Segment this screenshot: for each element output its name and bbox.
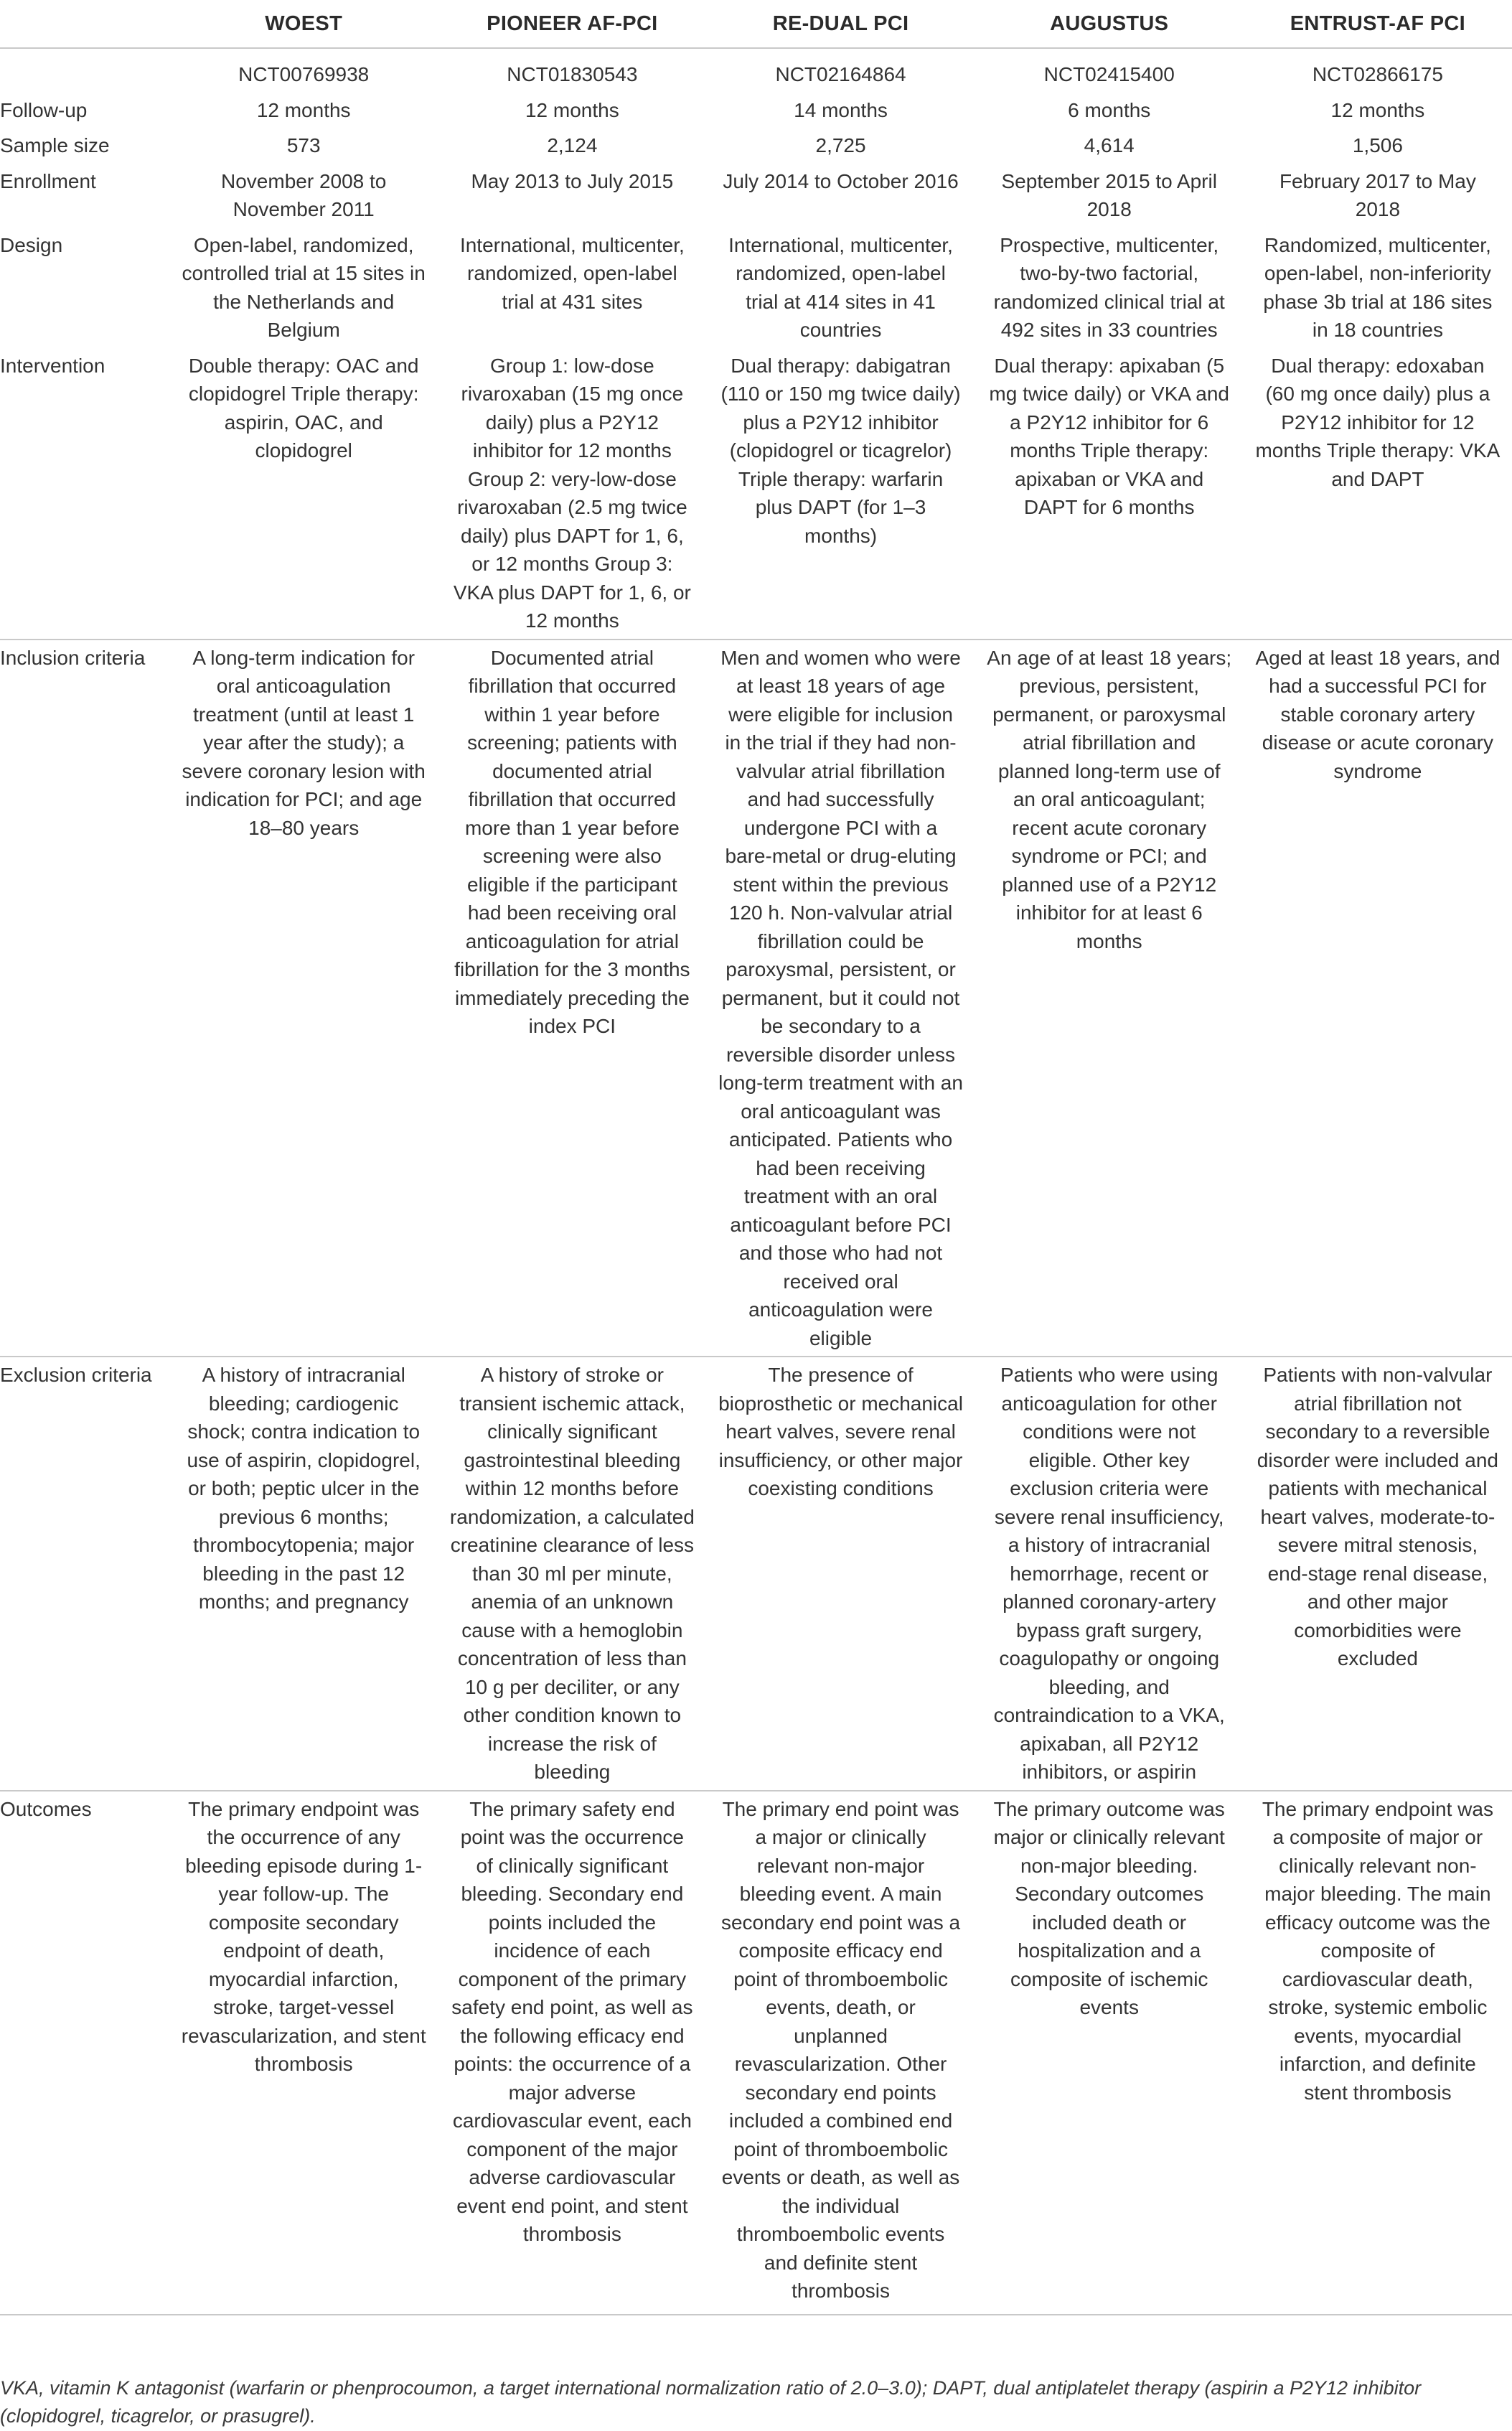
table-cell: Prospective, multicenter, two-by-two factorial, randomized clinical trial at 492 sites in 33 countries bbox=[993, 233, 1225, 341]
table-cell: Patients with non-valvular atrial fibrillation not secondary to a reversible disorder were included and patients with mechanical heart valves, moderate-to-severe mitral stenosis, end-stage renal disease, and other major comorbidities were excluded bbox=[1244, 1357, 1512, 1791]
table-cell: NCT02415400 bbox=[1043, 63, 1175, 85]
header-pioneer-af-pci: PIONEER AF-PCI bbox=[438, 0, 706, 48]
table-cell: 12 months bbox=[525, 98, 619, 121]
row-design bbox=[0, 228, 1512, 348]
table-cell: Double therapy: OAC and clopidogrel Triple therapy: aspirin, OAC, and clopidogrel bbox=[188, 354, 419, 462]
row-label: Intervention bbox=[0, 354, 105, 377]
row-label: Design bbox=[0, 233, 63, 256]
row-label: Exclusion criteria bbox=[0, 1357, 169, 1791]
table-cell: 1,506 bbox=[1352, 134, 1403, 156]
table-cell: Documented atrial fibrillation that occurred within 1 year before screening; patients with documented atrial fibrillation that occurred more than 1 year before screening were also eligible if the participant had been receiving oral anticoagulation for atrial fibrillation for the 3 months immediately preceding the index PCI bbox=[438, 640, 706, 1357]
table-cell: The primary outcome was major or clinically relevant non-major bleeding. Secondary outcomes included death or hospitalization and a composite of ischemic events bbox=[975, 1791, 1244, 2315]
table-cell: February 2017 to May 2018 bbox=[1279, 169, 1476, 220]
row-exclusion-criteria bbox=[0, 1357, 1512, 1791]
table-body bbox=[0, 48, 1512, 2315]
table-cell: Men and women who were at least 18 years of age were eligible for inclusion in the trial if they had non-valvular atrial fibrillation and had successfully undergone PCI with a bare-metal or drug-eluting stent within the previous 120 h. Non-valvular atrial fibrillation could be paroxysmal, persistent, or permanent, but it could not be secondary to a reversible disorder unless long-term treatment with an oral anticoagulant was anticipated. Patients who had been receiving treatment with an oral anticoagulant before PCI and those who had not received oral anticoagulation were eligible bbox=[706, 640, 975, 1357]
row-inclusion-criteria bbox=[0, 640, 1512, 1357]
row-follow-up bbox=[0, 93, 1512, 128]
row-label: Inclusion criteria bbox=[0, 640, 169, 1357]
table-cell: 2,725 bbox=[815, 134, 866, 156]
row-outcomes bbox=[0, 1791, 1512, 2315]
table-cell: 14 months bbox=[794, 98, 888, 121]
row-intervention bbox=[0, 348, 1512, 640]
table-cell: A history of stroke or transient ischemic attack, clinically significant gastrointestinal bleeding within 12 months before randomization, a calculated creatinine clearance of less than 30 ml per minute, anemia of an unknown cause with a hemoglobin concentration of less than 10 g per deciliter, or any other condition known to increase the risk of bleeding bbox=[438, 1357, 706, 1791]
table-cell: International, multicenter, randomized, open-label trial at 431 sites bbox=[459, 233, 685, 313]
table-cell: 2,124 bbox=[547, 134, 598, 156]
table-cell: 4,614 bbox=[1084, 134, 1135, 156]
table-cell: 12 months bbox=[256, 98, 351, 121]
table-cell: A long-term indication for oral anticoagulation treatment (until at least 1 year after the study); a severe coronary lesion with indication for PCI; and age 18–80 years bbox=[169, 640, 438, 1357]
table-cell: NCT00769938 bbox=[238, 63, 370, 85]
table-cell: 6 months bbox=[1068, 98, 1151, 121]
table-cell: Aged at least 18 years, and had a successful PCI for stable coronary artery disease or acute coronary syndrome bbox=[1244, 640, 1512, 1357]
header-row bbox=[0, 0, 1512, 48]
header-label-column bbox=[0, 0, 169, 48]
row-label: Follow-up bbox=[0, 98, 88, 121]
table-cell: Open-label, randomized, controlled trial at 15 sites in the Netherlands and Belgium bbox=[182, 233, 426, 341]
table-cell: An age of at least 18 years; previous, persistent, permanent, or paroxysmal atrial fibrillation and planned long-term use of an oral anticoagulant; recent acute coronary syndrome or PCI; and planned use of a P2Y12 inhibitor for at least 6 months bbox=[975, 640, 1244, 1357]
table-cell: 12 months bbox=[1330, 98, 1425, 121]
table-header bbox=[0, 0, 1512, 48]
table-cell: The primary safety end point was the occurrence of clinically significant bleeding. Secondary end points included the incidence of each component of the primary safety end point, as well as the following efficacy end points: the occurrence of a major adverse cardiovascular event, each component of the major adverse cardiovascular event end point, and stent thrombosis bbox=[438, 1791, 706, 2315]
table-cell: The primary end point was a major or clinically relevant non-major bleeding event. A main secondary end point was a composite efficacy end point of thromboembolic events, death, or unplanned revascularization. Other secondary end points included a combined end point of thromboembolic events or death, as well as the individual thromboembolic events and definite stent thrombosis bbox=[706, 1791, 975, 2315]
row-label: Outcomes bbox=[0, 1791, 169, 2315]
header-re-dual-pci: RE-DUAL PCI bbox=[706, 0, 975, 48]
table-cell: NCT02164864 bbox=[775, 63, 906, 85]
table-cell: The primary endpoint was the occurrence of any bleeding episode during 1-year follow-up. The composite secondary endpoint of death, myocardial infarction, stroke, target-vessel revascularization, and stent thrombosis bbox=[169, 1791, 438, 2315]
table-cell: NCT02866175 bbox=[1312, 63, 1443, 85]
table-cell: Group 1: low-dose rivaroxaban (15 mg once daily) plus a P2Y12 inhibitor for 12 months Group 2: very-low-dose rivaroxaban (2.5 mg twice daily) plus DAPT for 1, 6, or 12 months Group 3: VKA plus DAPT for 1, 6, or 12 months bbox=[453, 354, 691, 632]
table-cell: 573 bbox=[286, 134, 321, 156]
row-trial-id bbox=[0, 48, 1512, 93]
table-cell: Patients who were using anticoagulation for other conditions were not eligible. Other key exclusion criteria were severe renal insufficiency, a history of intracranial hemorrhage, recent or planned coronary-artery bypass graft surgery, coagulopathy or ongoing bleeding, and contraindication to a VKA, apixaban, all P2Y12 inhibitors, or aspirin bbox=[975, 1357, 1244, 1791]
table-cell: The presence of bioprosthetic or mechanical heart valves, severe renal insufficiency, or other major coexisting conditions bbox=[706, 1357, 975, 1791]
table-cell: November 2008 to November 2011 bbox=[221, 169, 387, 220]
row-sample-size bbox=[0, 128, 1512, 164]
table-cell: The primary endpoint was a composite of major or clinically relevant non-major bleeding. The main efficacy outcome was the composite of cardiovascular death, stroke, systemic embolic events, myocardial infarction, and definite stent thrombosis bbox=[1244, 1791, 1512, 2315]
row-label bbox=[0, 48, 169, 93]
table-cell: A history of intracranial bleeding; cardiogenic shock; contra indication to use of aspirin, clopidogrel, or both; peptic ulcer in the previous 6 months; thrombocytopenia; major bleeding in the past 12 months; and pregnancy bbox=[169, 1357, 438, 1791]
table-cell: Dual therapy: dabigatran (110 or 150 mg twice daily) plus a P2Y12 inhibitor (clopidogrel or ticagrelor) Triple therapy: warfarin plus DAPT (for 1–3 months) bbox=[720, 354, 961, 547]
header-entrust-af-pci: ENTRUST-AF PCI bbox=[1244, 0, 1512, 48]
table-cell: Dual therapy: edoxaban (60 mg once daily) plus a P2Y12 inhibitor for 12 months Triple therapy: VKA and DAPT bbox=[1255, 354, 1501, 490]
table-cell: May 2013 to July 2015 bbox=[471, 169, 674, 192]
table-cell: International, multicenter, randomized, open-label trial at 414 sites in 41 countries bbox=[728, 233, 953, 341]
table-cell: July 2014 to October 2016 bbox=[723, 169, 959, 192]
header-augustus: AUGUSTUS bbox=[975, 0, 1244, 48]
row-label: Enrollment bbox=[0, 169, 96, 192]
table-cell: Dual therapy: apixaban (5 mg twice daily) or VKA and a P2Y12 inhibitor for 6 months Triple therapy: apixaban or VKA and DAPT for 6 months bbox=[989, 354, 1229, 518]
table-footnote: VKA, vitamin K antagonist (warfarin or phenprocoumon, a target international normalization ratio of 2.0–3.0); DAPT, dual antiplatelet therapy (aspirin a P2Y12 inhibitor (clopidogrel, ticagrelor, or prasugrel). bbox=[0, 2377, 1422, 2427]
row-enrollment bbox=[0, 164, 1512, 228]
table-cell: Randomized, multicenter, open-label, non-inferiority phase 3b trial at 186 sites in 18 countries bbox=[1263, 233, 1493, 341]
row-label: Sample size bbox=[0, 134, 110, 156]
table-cell: NCT01830543 bbox=[507, 63, 638, 85]
table-cell: September 2015 to April 2018 bbox=[1001, 169, 1217, 220]
header-woest: WOEST bbox=[169, 0, 438, 48]
